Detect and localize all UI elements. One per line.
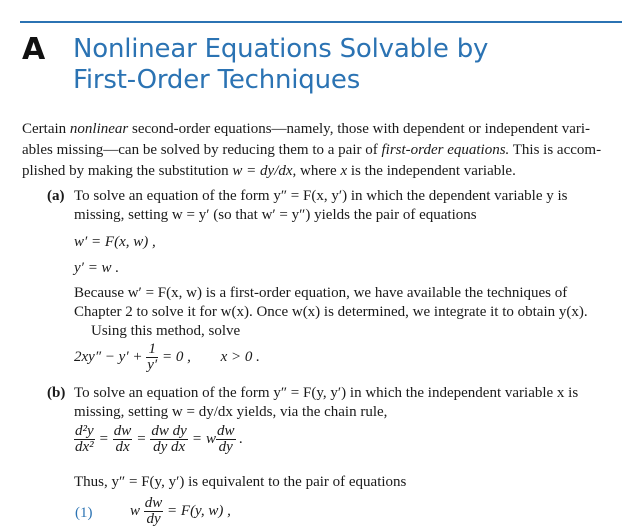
chain-fraction-4 [216,424,236,455]
part-b-equation-1 [130,496,231,527]
eq3-denominator: y′ [147,357,158,373]
part-a-line-5: Using this method, solve [91,323,241,339]
part-b-line-2: missing, setting w = dy/dx yields, via the chain rule, [74,404,388,420]
chain-fraction-1 [74,424,95,455]
part-a-equation-3 [74,342,260,373]
intro-math: x [340,163,348,179]
chain-f3-den: dy dx [153,439,186,455]
intro-text: where [296,163,341,179]
part-b-line-1: To solve an equation of the form y″ = F(y, y′) in which the independent variable x is [74,385,579,401]
eq3-right: = 0 , [161,348,191,365]
intro-emph: nonlinear [69,121,129,137]
title-line-1: Nonlinear Equations Solvable by [73,34,489,64]
intro-text: second-order equations—namely, those with dependent or independent vari- ables missing—can be solved by reducing them to a pair of [22,121,591,158]
part-b-chain-rule: $\frac{\text{d²y}}{\text{dx²}}$ = $\frac{dw}{dx}$ = $\frac{\text{dw dy}}{\text{dy dx}}$ = w $\frac{dw}{dy}$ . [75,423,243,455]
chain-f1-num: d²y [75,423,94,439]
eq3-condition: x > 0 . [220,348,260,365]
eq1-numerator: dw [144,495,163,511]
eq1-denominator: dy [146,511,161,527]
chain-f1-den: dx² [75,439,94,455]
part-b-line-3: Thus, y″ = F(y, y′) is equivalent to the pair of equations [74,474,407,490]
equation-number-1: (1) [75,505,93,521]
intro-text: Certain [22,121,70,137]
eq1-fraction [144,496,164,527]
part-a-line-4: Chapter 2 to solve it for w(x). Once w(x) is determined, we integrate it to obtain y(x). [74,304,588,320]
chain-f4-den: dy [218,439,233,455]
eq1-right: = F(y, w) , [167,502,231,519]
eq3-numerator: 1 [146,342,158,358]
part-a-line-1: To solve an equation of the form y″ = F(x, y′) in which the dependent variable y is [74,188,568,204]
eq3-fraction [146,342,158,373]
eq3-left: 2xy″ − y′ + [74,348,143,365]
chain-fraction-2 [113,424,133,455]
part-a-line-2: missing, setting w = y′ (so that w′ = y″) yields the pair of equations [74,207,477,223]
intro-paragraph [22,119,622,182]
part-a-line-3: Because w′ = F(x, w) is a first-order equation, we have available the techniques of [74,285,568,301]
chain-w: w [205,430,216,447]
section-letter: A [22,32,46,67]
part-a-equation-1: w′ = F(x, w) , [74,234,156,250]
section-rule [20,21,622,23]
intro-text: is the independent variable. [347,163,516,179]
part-b-label: (b) [47,385,66,401]
intro-text: This is accom- plished by making the substitution [22,142,602,179]
section-title [73,34,488,96]
intro-emph: first-order equations. [381,142,510,158]
chain-f4-num: dw [216,423,235,439]
part-a-label: (a) [47,188,65,204]
chain-f3-num: dw dy [151,423,187,439]
chain-f2-den: dx [115,439,130,455]
title-line-2: First-Order Techniques [73,65,361,95]
eq1-w: w [130,502,141,519]
intro-math: w = dy/dx, [232,163,297,179]
chain-f2-num: dw [113,423,132,439]
chain-fraction-3 [150,424,187,455]
part-a-equation-2: y′ = w . [74,260,120,276]
